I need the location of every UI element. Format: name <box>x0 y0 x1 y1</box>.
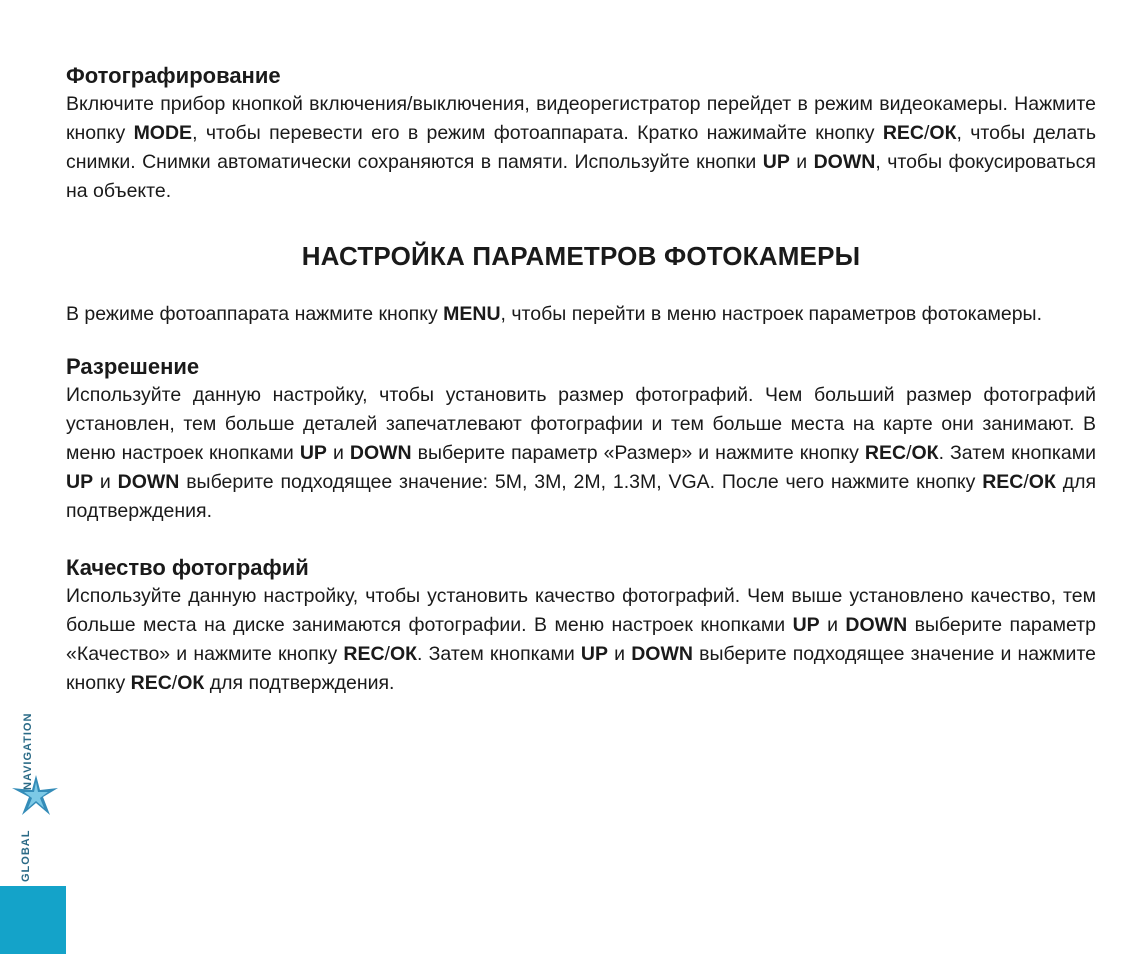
global-navigation-logo <box>6 690 64 880</box>
corner-accent-block <box>0 886 66 954</box>
key-up: UP <box>762 151 790 173</box>
logo-word-navigation: NAVIGATION <box>22 712 34 790</box>
star-icon <box>12 775 58 815</box>
paragraph-quality: Используйте данную настройку, чтобы установить качество фотографий. Чем выше установлено качество, тем больше места на диске занимаются фотографии. В меню настроек кнопками UP и DOWN выберите параметр «Качество» и нажмите кнопку REC/ОК. Затем кнопками UP и DOWN выберите подходящее значение и нажмите кнопку REC/ОК для подтверждения. <box>66 585 1097 694</box>
key-rec: REC <box>882 122 924 144</box>
key-ok: ОК <box>929 122 957 144</box>
heading-quality: Качество фотографий <box>66 555 309 580</box>
logo-word-global: GLOBAL <box>20 829 32 882</box>
paragraph-settings-intro: В режиме фотоаппарата нажмите кнопку MENU, чтобы перейти в меню настроек параметров фотокамеры. <box>66 303 1042 325</box>
key-down: DOWN <box>813 151 876 173</box>
heading-photo: Фотографирование <box>66 63 281 88</box>
page-title: НАСТРОЙКА ПАРАМЕТРОВ ФОТОКАМЕРЫ <box>301 241 861 271</box>
heading-resolution: Разрешение <box>66 354 200 379</box>
paragraph-resolution: Используйте данную настройку, чтобы установить размер фотографий. Чем больший размер фотографий установлен, тем больше деталей запечатлевают фотографии и тем больше места на карте они занимают. В меню настроек кнопками UP и DOWN выберите параметр «Размер» и нажмите кнопку REC/ОК. Затем кнопками UP и DOWN выберите подходящее значение: 5M, 3M, 2M, 1.3M, VGA. После чего нажмите кнопку REC/ОК для подтверждения. <box>66 384 1097 522</box>
key-menu: MENU <box>443 303 501 325</box>
page-content <box>66 62 1096 698</box>
paragraph-photo: Включите прибор кнопкой включения/выключения, видеорегистратор перейдет в режим видеокамеры. Нажмите кнопку MODE, чтобы перевести его в режим фотоаппарата. Кратко нажимайте кнопку REC/ОК, чтобы делать снимки. Снимки автоматически сохраняются в памяти. Используйте кнопки UP и DOWN, чтобы фокусироваться на объекте. <box>66 93 1096 202</box>
key-mode: MODE <box>133 122 193 144</box>
